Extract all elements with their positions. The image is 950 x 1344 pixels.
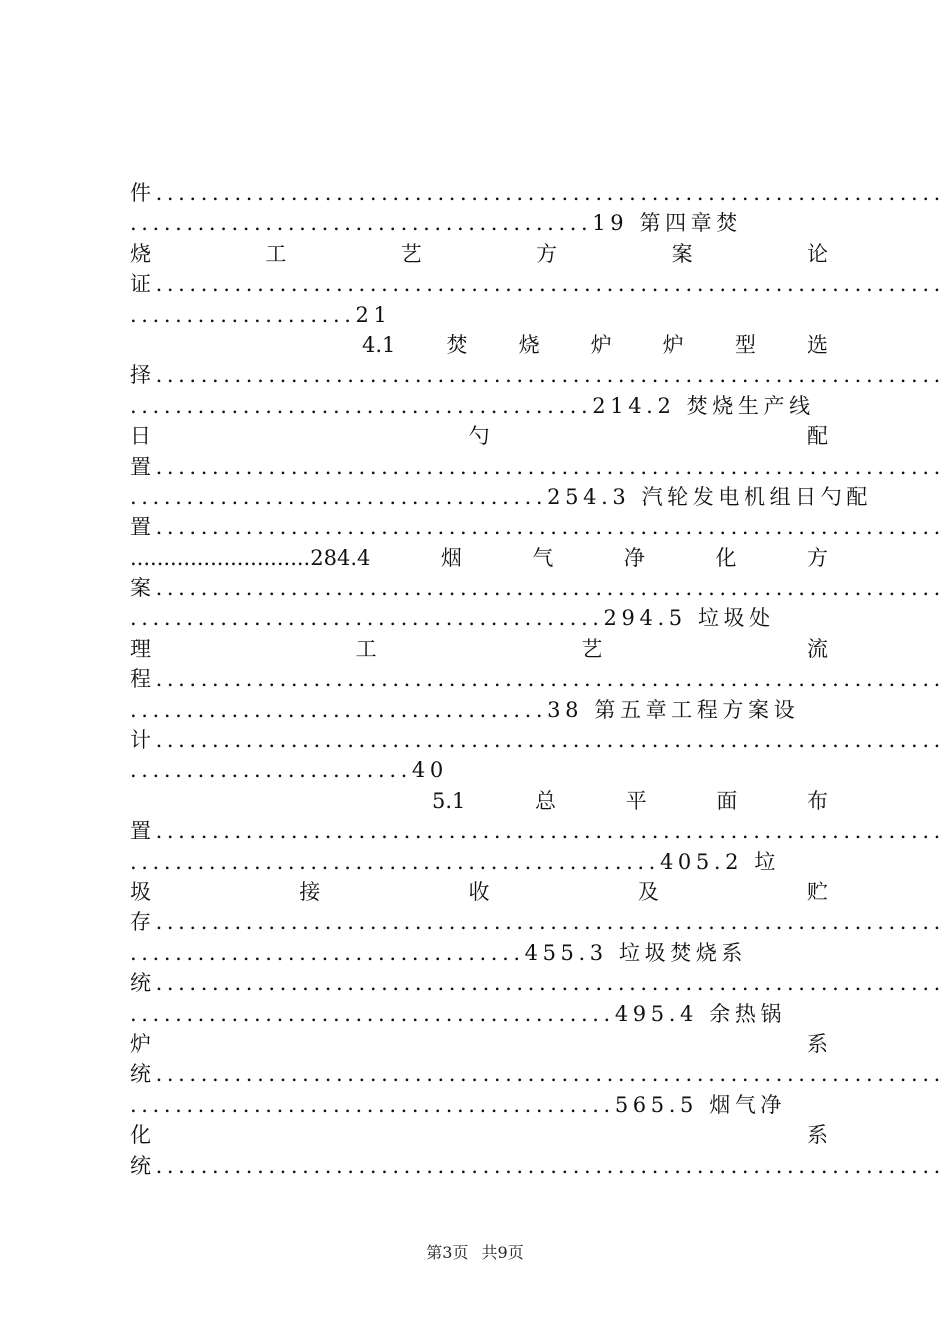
toc-line: 择...................................................................... <box>130 363 945 388</box>
toc-line <box>130 330 828 360</box>
toc-word: 烟 <box>440 545 462 570</box>
toc-word: 炉 <box>662 332 684 357</box>
toc-line <box>130 421 828 451</box>
toc-line: 件...................................................................... <box>130 181 945 205</box>
toc-word: 系 <box>807 1031 828 1056</box>
toc-word: 选 <box>806 332 828 357</box>
toc-line: 证...................................................................... <box>130 272 945 297</box>
toc-word: 接 <box>299 879 321 904</box>
toc-word: 5.1 <box>432 788 466 813</box>
toc-line <box>130 1120 828 1150</box>
toc-line: 统...................................................................... <box>130 1153 945 1178</box>
toc-line: 存...................................................................... <box>130 910 945 935</box>
toc-line: 统...................................................................... <box>130 971 945 996</box>
toc-word: 理 <box>130 636 151 661</box>
toc-word: 圾 <box>130 879 151 904</box>
toc-line: .....................................38 第五章工程方案设 <box>130 697 800 722</box>
table-of-contents <box>130 178 945 1181</box>
toc-word: 艺 <box>400 241 422 266</box>
toc-line: 计...................................................................... <box>130 728 945 753</box>
toc-line: 置...................................................................... <box>130 515 945 540</box>
page-total: 共9页 <box>481 1243 524 1262</box>
page-number: 第3页 <box>426 1243 469 1262</box>
toc-word: 流 <box>806 636 828 661</box>
toc-word: 方 <box>806 545 828 570</box>
page-footer <box>0 1240 950 1263</box>
toc-line: .....................................254.3 汽轮发电机组日勺配 <box>130 484 872 509</box>
toc-word: 型 <box>734 332 756 357</box>
toc-line: 统...................................................................... <box>130 1062 945 1087</box>
toc-word: 气 <box>532 545 554 570</box>
toc-word: 总 <box>535 788 557 813</box>
toc-word: 贮 <box>807 879 828 904</box>
toc-line: .........................40 <box>130 758 448 783</box>
toc-line: ...................................455.3 垃圾焚烧系 <box>130 940 748 965</box>
toc-word: 案 <box>671 241 693 266</box>
toc-word: 方 <box>536 241 558 266</box>
toc-word: 净 <box>623 545 645 570</box>
toc-word: 系 <box>807 1123 828 1148</box>
toc-line <box>130 877 828 907</box>
toc-line: ..........................................294.5 垃圾处 <box>130 606 775 631</box>
toc-word: 勺 <box>468 424 490 449</box>
toc-line: ....................21 <box>130 302 392 327</box>
toc-line <box>130 543 828 573</box>
toc-word: 工 <box>265 241 287 266</box>
toc-line <box>130 239 828 269</box>
toc-word: 炉 <box>590 332 612 357</box>
toc-word: 论 <box>806 241 828 266</box>
toc-line: ...........................................565.5 烟气净 <box>130 1092 787 1117</box>
toc-word: 烧 <box>518 332 540 357</box>
toc-line <box>130 1029 828 1059</box>
toc-line <box>130 634 828 664</box>
toc-line: .........................................214.2 焚烧生产线 <box>130 393 815 418</box>
toc-word: 化 <box>130 1123 151 1148</box>
toc-word: 日 <box>130 424 151 449</box>
toc-word: 工 <box>355 636 377 661</box>
toc-word: 炉 <box>130 1031 151 1056</box>
toc-line: 置...................................................................... <box>130 454 945 479</box>
toc-line: .........................................19 第四章焚 <box>130 211 742 236</box>
toc-word: 焚 <box>446 332 468 357</box>
toc-word: 平 <box>625 788 647 813</box>
toc-word: ...........................284.4 <box>130 545 371 570</box>
toc-word: 4.1 <box>362 332 396 357</box>
toc-line <box>130 786 828 816</box>
toc-word: 面 <box>716 788 738 813</box>
toc-line: 程...................................................................... <box>130 667 945 692</box>
toc-word: 收 <box>468 879 490 904</box>
toc-line: 置...................................................................... <box>130 819 945 844</box>
toc-word: 及 <box>637 879 659 904</box>
toc-word: 烧 <box>130 241 151 266</box>
toc-line: 案...................................................................... <box>130 576 945 601</box>
toc-word: 配 <box>807 424 828 449</box>
toc-word: 化 <box>715 545 737 570</box>
toc-line: ...........................................495.4 余热锅 <box>130 1001 787 1026</box>
toc-line: ...............................................405.2 垃 <box>130 849 780 874</box>
toc-word: 布 <box>806 788 828 813</box>
toc-word: 艺 <box>581 636 603 661</box>
